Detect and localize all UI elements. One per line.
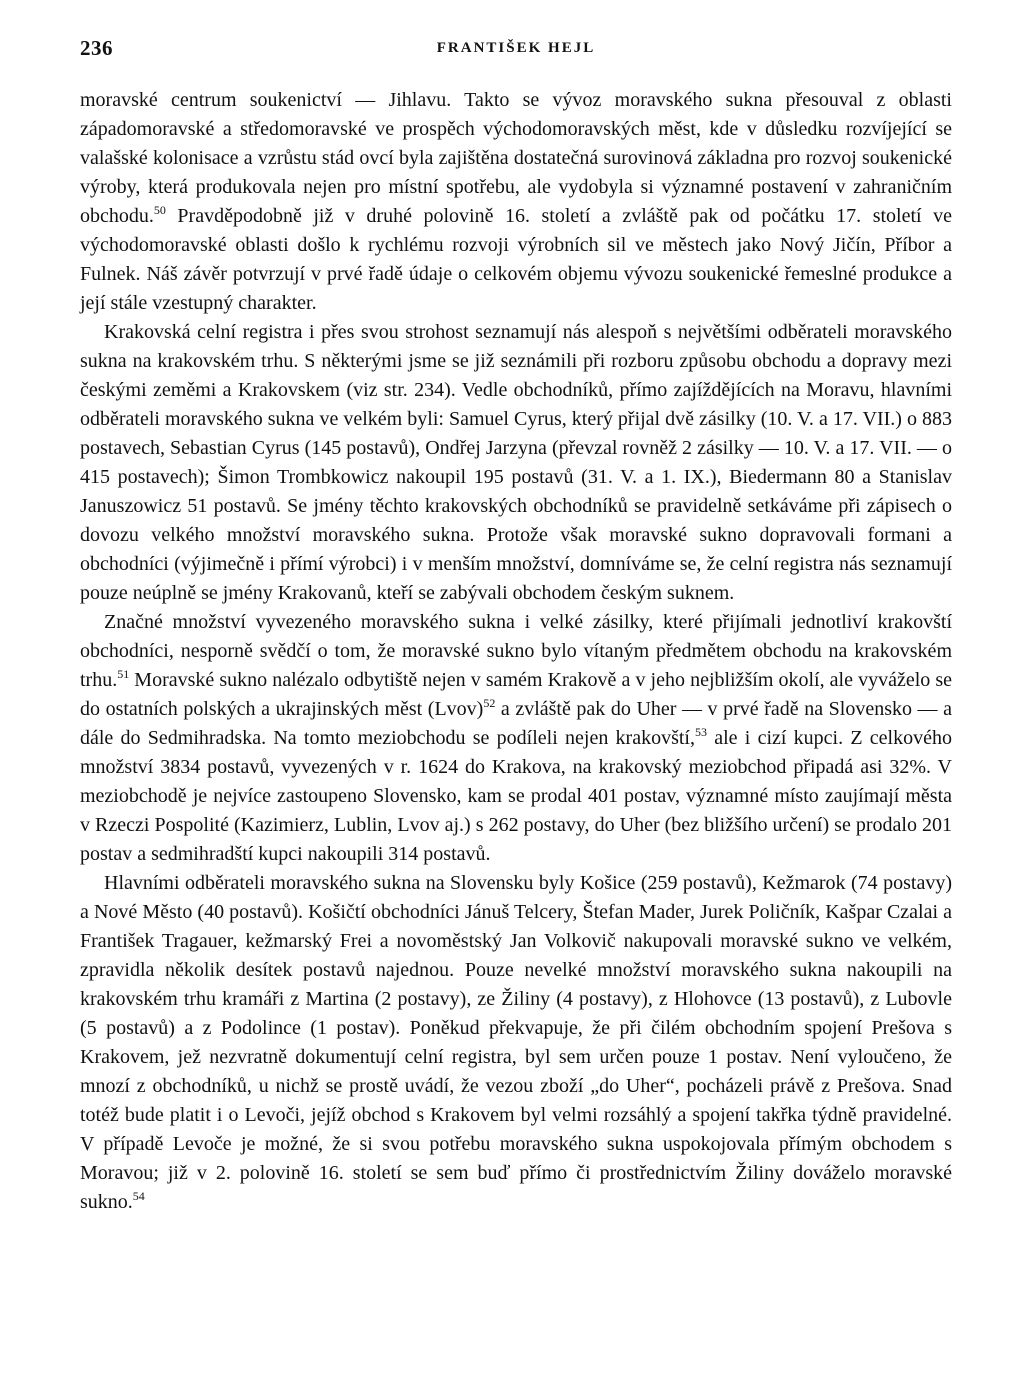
- page: [80, 30, 952, 1217]
- text-run: ale i cizí kupci. Z celkového množství 3834 postavů, vyvezených v r. 1624 do Krakova, na krakovský meziobchod připadá asi 32%. V meziobchodě je nejvíce zastoupeno Slovensko, kam se prodal 401 postav, významné místo zaujímají města v Rzeczi Pospolité (Kazimierz, Lublin, Lvov aj.) s 262 postavy, do Uher (bez bližšího určení) se prodalo 201 postav a sedmihradští kupci nakoupili 314 postavů.: [80, 727, 952, 865]
- footnote-marker: 54: [132, 1189, 145, 1203]
- footnote-marker: 50: [153, 203, 166, 217]
- paragraph: [80, 869, 952, 1217]
- running-head: FRANTIŠEK HEJL: [436, 40, 596, 56]
- text-run: a zvláště pak do Uher — v prvé řadě na Slovensko — a dále do Sedmihradska. Na tomto meziobchodu se podíleli nejen krakovští,: [80, 698, 953, 749]
- page-header: [80, 30, 952, 64]
- footnote-marker: 53: [695, 725, 707, 739]
- text-run: Moravské sukno nalézalo odbytiště nejen v samém Krakově a v jeho nejbližším okolí, ale vyváželo se do ostatních polských a ukrajinských měst (Lvov): [80, 669, 952, 720]
- paragraph: [80, 86, 952, 318]
- text-run: moravské centrum soukenictví — Jihlavu. Takto se vývoz moravského sukna přesouval z oblasti západomoravské a středomoravské ve prospěch východomoravských měst, kde v důsledku rozvíjející se valašské kolonisace a vzrůstu stád ovcí byla zajištěna dostatečná surovinová základna pro rozvoj soukenické výroby, která produkovala nejen pro místní spotřebu, ale vydobyla si významné postavení v zahraničním obchodu.: [80, 89, 952, 227]
- page-number: 236: [80, 36, 113, 60]
- text-run: Pravděpodobně již v druhé polovině 16. století a zvláště pak od počátku 17. století ve východomoravské oblasti došlo k rychlému rozvoji výrobních sil ve městech jako Nový Jičín, Příbor a Fulnek. Náš závěr potvrzují v prvé řadě údaje o celkovém objemu vývozu soukenické řemeslné produkce a její stále vzestupný charakter.: [80, 205, 952, 314]
- footnote-marker: 52: [483, 696, 496, 710]
- paragraph: [80, 318, 952, 608]
- text-run: Značné množství vyvezeného moravského sukna i velké zásilky, které přijímali jednotliví krakovští obchodníci, nesporně svědčí o tom, že moravské sukno bylo vítaným předmětem obchodu na krakovském trhu.: [80, 611, 952, 691]
- text-run: Hlavními odběrateli moravského sukna na Slovensku byly Košice (259 postavů), Kežmarok (74 postavy) a Nové Město (40 postavů). Košičtí obchodníci Jánuš Telcery, Štefan Mader, Jurek Poličník, Kašpar Czalai a František Tragauer, kežmarský Frei a novoměstský Jan Volkovič nakupovali moravské sukno ve velkém, zpravidla několik desítek postavů najednou. Pouze nevelké množství moravského sukna nakoupili na krakovském trhu kramáři z Martina (2 postavy), ze Žiliny (4 postavy), z Hlohovce (13 postavů), z Lubovle (5 postavů) a z Podolince (1 postav). Poněkud překvapuje, že při čilém obchodním spojení Prešova s Krakovem, jež nezvratně dokumentují celní registra, byl sem určen pouze 1 postav. Není vyloučeno, že mnozí z obchodníků, u nichž se prostě uvádí, že vezou zboží „do Uher“, pocházeli právě z Prešova. Snad totéž bude platit i o Levoči, jejíž obchod s Krakovem byl velmi rozsáhlý a spojení takřka týdně pravidelné. V případě Levoče je možné, že si svou potřebu moravského sukna uspokojovala přímým obchodem s Moravou; již v 2. polovině 16. století se sem buď přímo či prostřednictvím Žiliny dováželo moravské sukno.: [80, 872, 952, 1213]
- paragraph: [80, 608, 952, 869]
- text-run: Krakovská celní registra i přes svou strohost seznamují nás alespoň s největšími odběrateli moravského sukna na krakovském trhu. S některými jsme se již seznámili při rozboru způsobu obchodu a dopravy mezi českými zeměmi a Krakovskem (viz str. 234). Vedle obchodníků, přímo zajíždějících na Moravu, hlavními odběrateli moravského sukna ve velkém byli: Samuel Cyrus, který přijal dvě zásilky (10. V. a 17. VII.) o 883 postavech, Sebastian Cyrus (145 postavů), Ondřej Jarzyna (převzal rovněž 2 zásilky — 10. V. a 17. VII. — o 415 postavech); Šimon Trombkowicz nakoupil 195 postavů (31. V. a 1. IX.), Biedermann 80 a Stanislav Januszowicz 51 postavů. Se jmény těchto krakovských obchodníků se pravidelně setkáváme při zápisech o dovozu velkého množství moravského sukna. Protože však moravské sukno dopravovali formani a obchodníci (výjimečně i přímí výrobci) i v menším množství, domníváme se, že celní registra nás seznamují pouze neúplně se jmény Krakovanů, kteří se zabývali obchodem českým suknem.: [80, 321, 952, 604]
- body-text: [80, 86, 952, 1217]
- footnote-marker: 51: [117, 667, 130, 681]
